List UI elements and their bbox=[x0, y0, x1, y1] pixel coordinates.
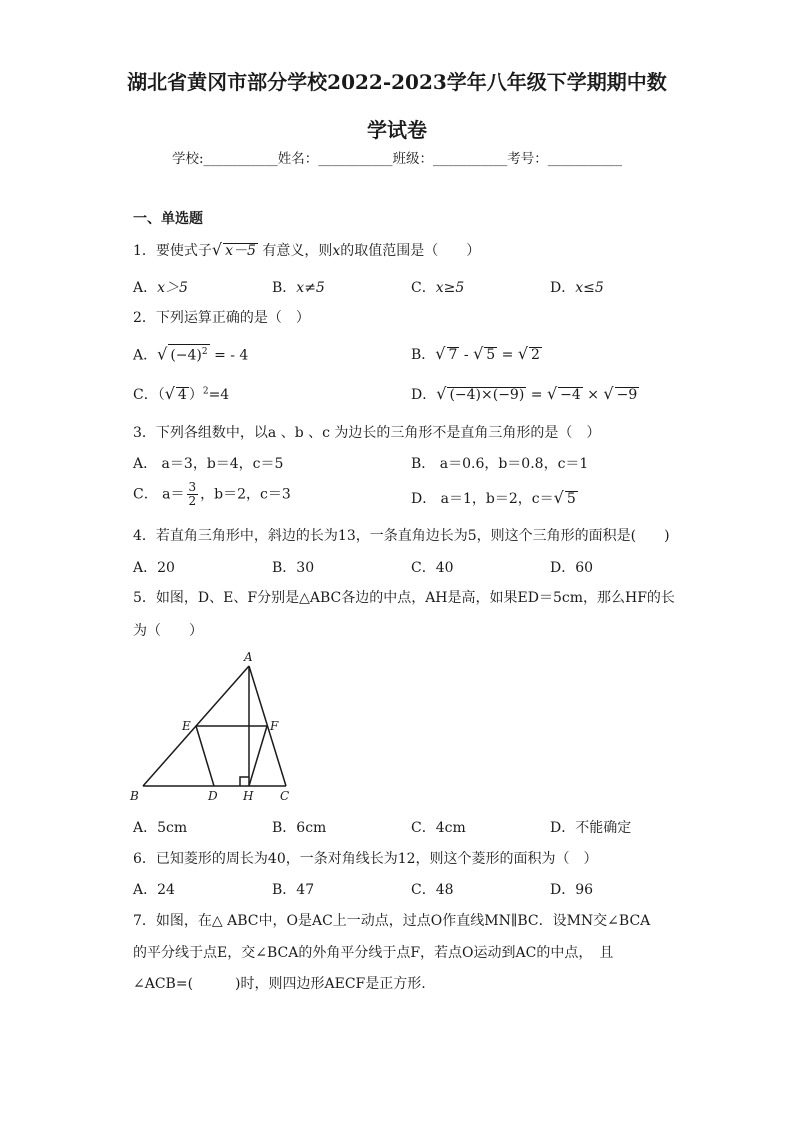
segment-fh bbox=[249, 726, 267, 786]
right-angle-mark bbox=[240, 777, 249, 786]
option-text: D． a＝1，b＝2，c＝ bbox=[411, 491, 554, 507]
q6-option-b[interactable]: B．47 bbox=[272, 882, 315, 898]
fraction bbox=[187, 481, 199, 508]
q1-suffix: 的取值范围是（ ） bbox=[340, 243, 481, 259]
radicand bbox=[168, 344, 209, 364]
label-d: D bbox=[208, 789, 218, 803]
q4-option-a[interactable]: A．20 bbox=[133, 560, 175, 576]
question-1 bbox=[133, 240, 480, 260]
sqrt-symbol: √ bbox=[553, 488, 564, 507]
q1-var: x bbox=[332, 243, 341, 259]
q4-option-d[interactable]: D．60 bbox=[550, 560, 594, 576]
label-a: A bbox=[244, 650, 253, 664]
q5-option-a[interactable]: A．5cm bbox=[133, 820, 188, 836]
sqrt-symbol: √ bbox=[473, 344, 484, 363]
q1-radicand: x－5 bbox=[225, 243, 256, 259]
q3-option-a[interactable]: A． a＝3，b＝4，c＝5 bbox=[133, 456, 284, 472]
question-5-line1: 5．如图，D、E、F分别是△ABC各边的中点，AH是高，如果ED＝5cm，那么HF的长 bbox=[133, 590, 675, 606]
option-rest: ） bbox=[188, 387, 203, 403]
option-letter: A． bbox=[133, 280, 158, 296]
exponent: 2 bbox=[201, 347, 208, 357]
q5-option-b[interactable]: B．6cm bbox=[272, 820, 327, 836]
denominator: 2 bbox=[188, 494, 197, 508]
label-f: F bbox=[270, 719, 279, 733]
sqrt-symbol: √ bbox=[517, 344, 529, 363]
option-letter: A． bbox=[133, 347, 158, 364]
option-rest: = ‐ 4 bbox=[209, 347, 249, 364]
numerator: 3 bbox=[188, 480, 197, 494]
question-6: 6．已知菱形的周长为40，一条对角线长为12，则这个菱形的面积为（ ） bbox=[133, 851, 598, 867]
option-text: x≥5 bbox=[435, 280, 465, 296]
option-letter: B． bbox=[411, 347, 436, 363]
q1-option-b[interactable] bbox=[272, 277, 325, 297]
operator: = bbox=[526, 387, 547, 403]
q3-option-c[interactable] bbox=[133, 481, 291, 508]
operator: × bbox=[582, 387, 604, 403]
q2-option-b[interactable] bbox=[411, 344, 542, 364]
option-letter: D． bbox=[411, 387, 437, 403]
q1-option-a[interactable] bbox=[133, 277, 188, 297]
option-text: x≤5 bbox=[575, 280, 604, 296]
q1-middle: 有意义，则 bbox=[262, 243, 333, 259]
question-7-line3: ∠ACB=( )时，则四边形AECF是正方形. bbox=[133, 976, 426, 992]
segment-ed bbox=[196, 726, 214, 786]
section-heading: 一、单选题 bbox=[133, 211, 203, 227]
option-letter: C． a＝ bbox=[133, 486, 185, 503]
q2-option-a[interactable] bbox=[133, 344, 248, 365]
option-rest: ，b＝2，c＝3 bbox=[200, 486, 291, 503]
sqrt-symbol: √ bbox=[546, 384, 558, 403]
sqrt-symbol: √ bbox=[157, 344, 168, 364]
option-letter: C． bbox=[411, 280, 436, 296]
sqrt-symbol: √ bbox=[211, 240, 223, 259]
option-letter: B． bbox=[272, 280, 297, 296]
q6-option-a[interactable]: A．24 bbox=[133, 882, 175, 898]
q4-option-b[interactable]: B．30 bbox=[272, 560, 315, 576]
operator: = bbox=[497, 347, 518, 363]
label-c: C bbox=[280, 789, 290, 803]
label-h: H bbox=[243, 789, 254, 803]
sqrt-symbol: √ bbox=[164, 384, 175, 403]
radicand: (−4)×(−9) bbox=[449, 387, 525, 403]
sqrt-symbol: √ bbox=[603, 384, 614, 403]
option-text: x＞5 bbox=[157, 280, 188, 296]
radicand: 2 bbox=[531, 347, 540, 363]
student-info-line: 学校:___________姓名：___________班级：___________考号：___________ bbox=[171, 151, 623, 167]
label-b: B bbox=[130, 789, 139, 803]
radicand-base: (−4) bbox=[170, 347, 202, 364]
q6-option-d[interactable]: D．96 bbox=[550, 882, 594, 898]
operator: ‐ bbox=[459, 347, 474, 363]
radicand: 4 bbox=[177, 387, 187, 403]
option-text: x≠5 bbox=[296, 280, 325, 296]
q2-option-c[interactable] bbox=[133, 384, 229, 404]
exam-title-line2: 学试卷 bbox=[367, 118, 427, 142]
q1-option-d[interactable] bbox=[550, 277, 604, 297]
question-4: 4．若直角三角形中，斜边的长为13，一条直角边长为5，则这个三角形的面积是( ) bbox=[133, 528, 670, 544]
q4-option-c[interactable]: C．40 bbox=[411, 560, 454, 576]
q5-option-d[interactable]: D．不能确定 bbox=[550, 820, 632, 836]
question-5-line2: 为（ ） bbox=[133, 623, 203, 639]
question-3: 3．下列各组数中，以a 、b 、c 为边长的三角形不是直角三角形的是（ ） bbox=[133, 425, 601, 441]
radicand: 5 bbox=[566, 491, 576, 507]
triangle-figure bbox=[120, 648, 300, 806]
sqrt-symbol: √ bbox=[435, 344, 446, 363]
radicand: 7 bbox=[448, 347, 458, 363]
radicand: −4 bbox=[560, 387, 581, 403]
q5-option-c[interactable]: C．4cm bbox=[411, 820, 466, 836]
q2-option-d[interactable] bbox=[411, 384, 639, 404]
question-7-line1: 7．如图，在△ ABC中，O是AC上一动点，过点O作直线MN∥BC．设MN交∠BCA bbox=[133, 913, 651, 929]
label-e: E bbox=[182, 719, 191, 733]
exam-title-line1: 湖北省黄冈市部分学校2022-2023学年八年级下学期期中数 bbox=[127, 70, 667, 94]
q6-option-c[interactable]: C．48 bbox=[411, 882, 454, 898]
q1-option-c[interactable] bbox=[411, 277, 464, 297]
sqrt-symbol: √ bbox=[436, 384, 447, 403]
radicand: 5 bbox=[486, 347, 496, 363]
q1-prefix: 1．要使式子 bbox=[133, 243, 212, 259]
exponent: 2 bbox=[202, 386, 209, 397]
q3-option-d[interactable] bbox=[411, 488, 578, 508]
option-letter: D． bbox=[550, 280, 576, 296]
question-2: 2．下列运算正确的是（ ） bbox=[133, 310, 310, 326]
q3-option-b[interactable]: B． a＝0.6，b＝0.8，c＝1 bbox=[411, 456, 589, 472]
question-7-line2: 的平分线于点E，交∠BCA的外角平分线于点F，若点O运动到AC的中点， 且 bbox=[133, 945, 614, 961]
option-rest: =4 bbox=[208, 387, 230, 403]
radicand: −9 bbox=[616, 387, 638, 403]
option-letter: C．（ bbox=[133, 387, 165, 403]
